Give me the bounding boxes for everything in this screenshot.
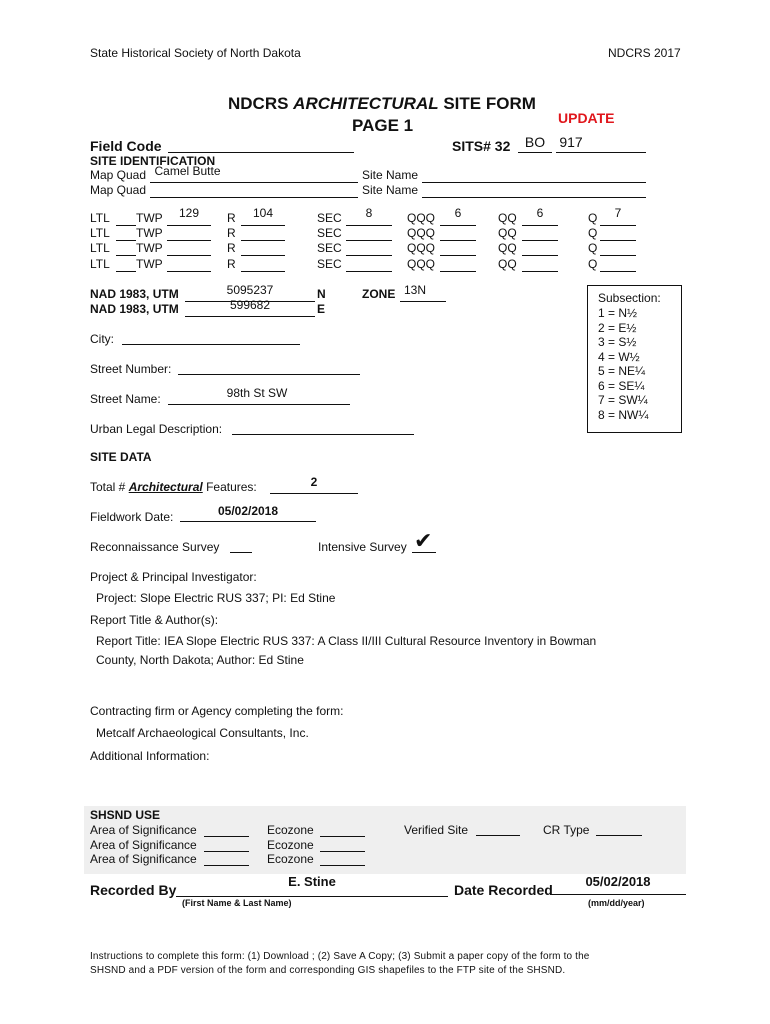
- date-recorded-label: Date Recorded: [454, 882, 553, 898]
- title-part: NDCRS: [228, 94, 294, 113]
- city-field[interactable]: [122, 330, 300, 345]
- site-name-field-2[interactable]: [422, 183, 646, 198]
- legal-q-label: Q: [588, 257, 598, 271]
- urban-legal-label: Urban Legal Description:: [90, 422, 223, 436]
- sits-number-value: 917: [559, 134, 583, 150]
- legal-qq-label: QQ: [498, 241, 517, 255]
- report-label: Report Title & Author(s):: [90, 613, 219, 627]
- subsection-title: Subsection:: [598, 291, 661, 305]
- legal-twp-label: TWP: [136, 241, 163, 255]
- legal-r-label: R: [227, 241, 236, 255]
- legal-qq-label: QQ: [498, 211, 517, 225]
- legal-r-field[interactable]: [241, 226, 285, 241]
- area-of-significance-label: Area of Significance: [90, 838, 197, 852]
- cr-type-label: CR Type: [543, 823, 590, 837]
- shsnd-use-label: SHSND USE: [90, 808, 161, 822]
- map-quad-label: Map Quad: [90, 183, 147, 197]
- legal-sec-label: SEC: [317, 257, 342, 271]
- utm-value-1: 5095237: [226, 283, 274, 297]
- subsection-item: 8 = NW¼: [598, 407, 649, 422]
- legal-ltl-field[interactable]: [116, 211, 136, 226]
- legal-qq-label: QQ: [498, 226, 517, 240]
- legal-qqq-field[interactable]: [440, 241, 476, 256]
- page-title: PAGE 1: [352, 116, 414, 135]
- subsection-item: 1 = N½: [598, 306, 638, 320]
- legal-twp-field[interactable]: [167, 226, 211, 241]
- site-name-field-1[interactable]: [422, 168, 646, 183]
- legal-ltl-field[interactable]: [116, 226, 136, 241]
- street-name-label: Street Name:: [90, 392, 161, 406]
- legal-q-field[interactable]: [600, 226, 636, 241]
- ecozone-field[interactable]: [320, 837, 365, 852]
- total-features-post: Features:: [202, 480, 257, 494]
- legal-qqq-label: QQQ: [407, 257, 436, 271]
- urban-legal-field[interactable]: [232, 420, 414, 435]
- subsection-item: 6 = SE¼: [598, 378, 645, 393]
- zone-label: ZONE: [362, 287, 396, 301]
- map-quad-value-1: Camel Butte: [154, 164, 221, 178]
- total-features-value: 2: [310, 475, 318, 489]
- legal-ltl-label: LTL: [90, 241, 110, 255]
- area-of-significance-label: Area of Significance: [90, 823, 197, 837]
- legal-sec-value: 8: [365, 206, 373, 220]
- zone-value: 13N: [403, 283, 426, 297]
- utm-label-1: NAD 1983, UTM: [90, 287, 179, 301]
- checkmark-icon: ✔: [414, 528, 433, 553]
- cr-type-field[interactable]: [596, 821, 642, 836]
- contracting-value: Metcalf Archaeological Consultants, Inc.: [96, 726, 309, 740]
- recon-survey-label: Reconnaissance Survey: [90, 540, 220, 554]
- city-label: City:: [90, 332, 114, 346]
- map-quad-label: Map Quad: [90, 168, 147, 182]
- report-value-line1: Report Title: IEA Slope Electric RUS 337: A Class II/III Cultural Resource Inventory in Bowman: [96, 634, 597, 648]
- legal-ltl-label: LTL: [90, 226, 110, 240]
- date-recorded-value: 05/02/2018: [585, 874, 651, 889]
- utm-value-2: 599682: [229, 298, 271, 312]
- site-data-label: SITE DATA: [90, 450, 152, 464]
- area-of-significance-label: Area of Significance: [90, 852, 197, 866]
- ecozone-field[interactable]: [320, 822, 365, 837]
- area-of-significance-field[interactable]: [204, 822, 249, 837]
- date-recorded-hint: (mm/dd/year): [588, 898, 645, 908]
- subsection-item: 3 = S½: [598, 335, 637, 349]
- site-name-label: Site Name: [362, 183, 419, 197]
- field-code-field[interactable]: [168, 138, 354, 153]
- recon-survey-field[interactable]: [230, 538, 252, 553]
- subsection-item: 4 = W½: [598, 349, 640, 364]
- legal-qqq-label: QQQ: [407, 241, 436, 255]
- utm-suffix-n: N: [317, 287, 326, 301]
- recorded-by-value: E. Stine: [288, 874, 336, 889]
- legal-r-label: R: [227, 211, 236, 225]
- report-value-line2: County, North Dakota; Author: Ed Stine: [96, 653, 304, 667]
- legal-q-label: Q: [588, 241, 598, 255]
- recorded-by-label: Recorded By: [90, 882, 177, 898]
- ecozone-label: Ecozone: [267, 823, 314, 837]
- area-of-significance-field[interactable]: [204, 837, 249, 852]
- contracting-label: Contracting firm or Agency completing the form:: [90, 704, 344, 718]
- legal-twp-field[interactable]: [167, 241, 211, 256]
- legal-q-field[interactable]: [600, 241, 636, 256]
- legal-twp-label: TWP: [136, 257, 163, 271]
- legal-r-field[interactable]: [241, 257, 285, 272]
- legal-qqq-field[interactable]: [440, 226, 476, 241]
- legal-qq-field[interactable]: [522, 257, 558, 272]
- street-name-value: 98th St SW: [226, 386, 288, 400]
- site-identification-label: SITE IDENTIFICATION: [90, 154, 216, 168]
- form-title: [228, 94, 536, 114]
- legal-ltl-field[interactable]: [116, 241, 136, 256]
- utm-label-2: NAD 1983, UTM: [90, 302, 179, 316]
- sits-label: SITS# 32: [452, 138, 511, 154]
- fieldwork-date-value: 05/02/2018: [217, 504, 279, 518]
- ecozone-label: Ecozone: [267, 838, 314, 852]
- fieldwork-date-label: Fieldwork Date:: [90, 510, 174, 524]
- legal-sec-field[interactable]: [346, 257, 392, 272]
- legal-twp-value: 129: [178, 206, 200, 220]
- legal-q-field[interactable]: [600, 257, 636, 272]
- legal-qqq-label: QQQ: [407, 211, 436, 225]
- legal-sec-label: SEC: [317, 211, 342, 225]
- legal-q-value: 7: [614, 206, 622, 220]
- title-emph: ARCHITECTURAL: [293, 94, 439, 113]
- verified-site-label: Verified Site: [404, 823, 469, 837]
- legal-r-field[interactable]: [241, 241, 285, 256]
- project-label: Project & Principal Investigator:: [90, 570, 257, 584]
- legal-qqq-value: 6: [454, 206, 462, 220]
- legal-sec-field[interactable]: [346, 241, 392, 256]
- legal-qqq-label: QQQ: [407, 226, 436, 240]
- legal-ltl-field[interactable]: [116, 257, 136, 272]
- street-number-field[interactable]: [178, 360, 360, 375]
- legal-qqq-field[interactable]: [440, 257, 476, 272]
- sits-prefix-value: BO: [524, 134, 546, 150]
- legal-qq-label: QQ: [498, 257, 517, 271]
- legal-r-label: R: [227, 226, 236, 240]
- legal-qq-field[interactable]: [522, 226, 558, 241]
- intensive-survey-label: Intensive Survey: [318, 540, 407, 554]
- legal-twp-label: TWP: [136, 211, 163, 225]
- ecozone-label: Ecozone: [267, 852, 314, 866]
- map-quad-field-2[interactable]: [150, 183, 358, 198]
- legal-sec-field[interactable]: [346, 226, 392, 241]
- header-org: State Historical Society of North Dakota: [90, 46, 301, 60]
- street-number-label: Street Number:: [90, 362, 172, 376]
- legal-q-label: Q: [588, 226, 598, 240]
- legal-qq-value: 6: [536, 206, 544, 220]
- instructions-line1: Instructions to complete this form: (1) Download ; (2) Save A Copy; (3) Submit a paper copy of the form to the: [90, 951, 590, 962]
- legal-qq-field[interactable]: [522, 241, 558, 256]
- legal-q-label: Q: [588, 211, 598, 225]
- legal-ltl-label: LTL: [90, 211, 110, 225]
- project-value: Project: Slope Electric RUS 337; PI: Ed Stine: [96, 591, 336, 605]
- legal-sec-label: SEC: [317, 226, 342, 240]
- legal-ltl-label: LTL: [90, 257, 110, 271]
- verified-site-field[interactable]: [476, 821, 520, 836]
- legal-twp-label: TWP: [136, 226, 163, 240]
- title-part: SITE FORM: [438, 94, 536, 113]
- ecozone-field[interactable]: [320, 851, 365, 866]
- header-form-id: NDCRS 2017: [608, 46, 681, 60]
- additional-info-label: Additional Information:: [90, 749, 210, 763]
- total-features-pre: Total #: [90, 480, 129, 494]
- utm-suffix-e: E: [317, 302, 326, 316]
- subsection-item: 7 = SW¼: [598, 393, 648, 407]
- total-features-emph: Architectural: [128, 480, 203, 494]
- recorded-by-hint: (First Name & Last Name): [182, 898, 292, 908]
- legal-sec-label: SEC: [317, 241, 342, 255]
- area-of-significance-field[interactable]: [204, 851, 249, 866]
- subsection-item: 2 = E½: [598, 320, 637, 335]
- total-features-label: [90, 480, 257, 494]
- legal-r-label: R: [227, 257, 236, 271]
- legal-r-value: 104: [252, 206, 274, 220]
- site-name-label: Site Name: [362, 168, 419, 182]
- legal-twp-field[interactable]: [167, 257, 211, 272]
- subsection-box: [587, 285, 682, 433]
- subsection-item: 5 = NE¼: [598, 364, 646, 378]
- update-label: UPDATE: [558, 110, 615, 126]
- field-code-label: Field Code: [90, 138, 162, 154]
- instructions-line2: SHSND and a PDF version of the form and corresponding GIS shapefiles to the FTP site of the SHSND.: [90, 965, 566, 976]
